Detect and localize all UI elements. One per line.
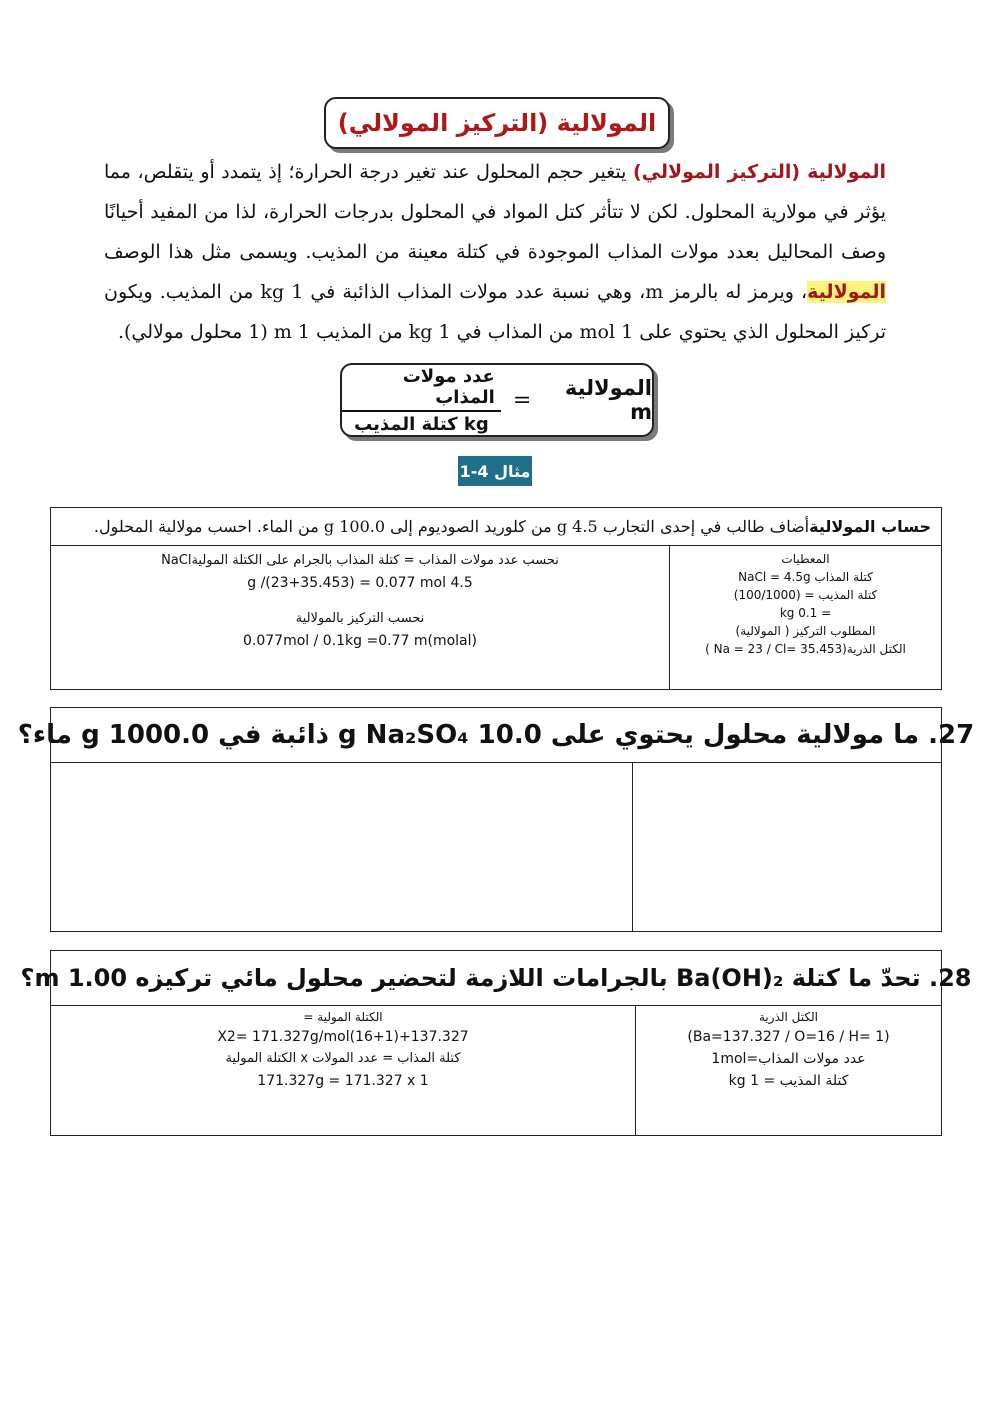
given-line: كتلة المذيب = 1 kg (728, 1073, 849, 1089)
given-line: المطلوب التركيز ( المولالية) (735, 624, 876, 638)
given-line: الكتل الذرية (759, 1010, 818, 1024)
solution-line (51, 594, 669, 608)
formula-lhs: المولالية m (564, 376, 652, 424)
question-28-givens-cell (635, 1006, 941, 1135)
example-header (51, 508, 941, 546)
title-box (324, 97, 670, 149)
question-28-solution-cell (51, 1006, 635, 1135)
page-title: المولالية (التركيز المولالي) (337, 109, 657, 137)
question-28-table (20, 950, 972, 1136)
solution-line: 4.5 g /(23+35.453) = 0.077 mol (247, 575, 473, 591)
molality-formula (340, 363, 654, 437)
intro-term: المولالية (التركيز المولالي) (632, 161, 886, 183)
formula-equals: = (512, 387, 532, 413)
question-27-text: 27. ما مولالية محلول يحتوي على 10.0 g Na₂SO₄ ذائبة في 1000.0 g ماء؟ (17, 720, 975, 750)
example-header-bold: حساب المولالية (809, 517, 931, 536)
formula-fraction (342, 366, 501, 435)
question-28-text: 28. تحدّ ما كتلة Ba(OH)₂ بالجرامات اللازمة لتحضير محلول مائي تركيزه 1.00 m؟ (20, 964, 972, 992)
given-line: كتلة المذيب = (100/1000) (733, 588, 878, 602)
intro-term-molality: المولالية (807, 281, 887, 303)
solution-line: 0.077mol / 0.1kg =0.77 m(molal) (243, 633, 477, 649)
given-line: = 0.1 kg (779, 606, 832, 620)
intro-paragraph (104, 152, 886, 352)
formula-denominator: kg كتلة المذيب (354, 413, 489, 435)
formula-numerator: عدد مولات المذاب (342, 366, 501, 412)
example-header-text: أضاف طالب في إحدى التجارب 4.5 g من كلوريد الصوديوم إلى 100.0 g من الماء. احسب مولالية المحلول. (93, 517, 810, 536)
question-27-table (17, 707, 975, 932)
solution-line: الكتلة المولية = (303, 1010, 383, 1024)
question-27-givens-cell[interactable] (632, 763, 941, 931)
example-tag: مثال 4-1 (458, 456, 532, 486)
solution-line: نحسب التركيز بالمولالية (295, 611, 425, 626)
given-line: الكتل الذرية(Na = 23 / Cl= 35.453 ) (705, 642, 906, 656)
solution-line: كتلة المذاب = عدد المولات x الكتلة المولية (225, 1051, 461, 1066)
example-solution-cell (51, 546, 669, 689)
solution-line: 137.327+(16+1)X2= 171.327g/mol (217, 1029, 469, 1045)
solution-line: 171.327g = 171.327 x 1 (257, 1073, 429, 1089)
given-line: كتلة المذاب NaCl = 4.5g (738, 570, 873, 584)
question-28-header (20, 951, 972, 1006)
question-27-header (17, 708, 975, 763)
intro-text-1: يتغير حجم المحلول عند تغير درجة الحرارة؛ إذ يتمدد أو يتقلص، مما يؤثر في مولارية المحلول. لكن لا تتأثر كتل المواد في المحلول بدرجات الحرارة، لذا من المفيد أحيانًا وصف المحاليل بعدد مولات المذاب الموجودة في كتلة معينة من المذيب. ويسمى مثل هذا الوصف (104, 161, 886, 263)
intro-text-2: ، ويرمز له بالرمز m، وهي نسبة عدد مولات المذاب الذائبة في 1 kg من المذيب. ويكون تركيز المحلول الذي يحتوي على 1 mol من المذاب في 1 kg من المذيب 1 m (1 محلول مولالي). (104, 281, 886, 343)
solution-line: نحسب عدد مولات المذاب = كتلة المذاب بالجرام على الكتلة الموليةNaCl (161, 553, 559, 568)
given-line: (Ba=137.327 / O=16 / H= 1) (687, 1029, 890, 1045)
example-givens-cell (669, 546, 941, 689)
given-line: المعطيات (781, 552, 830, 566)
question-27-solution-cell[interactable] (51, 763, 632, 931)
given-line: عدد مولات المذاب=1mol (711, 1051, 866, 1067)
example-table (50, 507, 942, 690)
